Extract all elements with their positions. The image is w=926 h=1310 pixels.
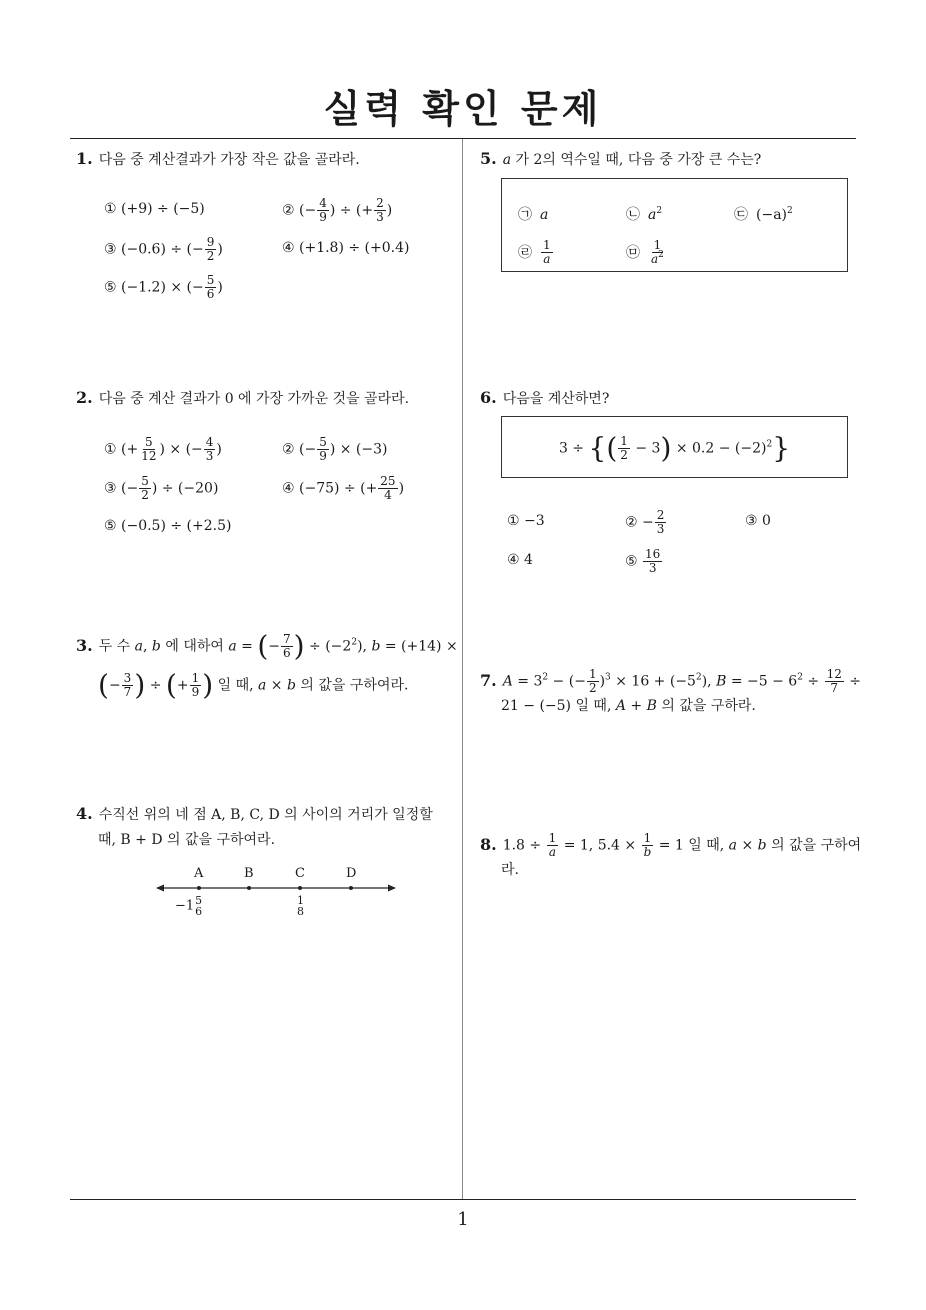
point-label-a: A	[194, 866, 204, 881]
q2-option-3[interactable]: ③ (− $\frac{5}{2}$ ) ÷ (−20)	[104, 474, 219, 502]
q1-option-5[interactable]: ⑤ (−1.2) × (− $\frac{5}{6}$ )	[104, 273, 223, 301]
point-label-c: C	[295, 866, 305, 881]
value-label-c: 1 8	[297, 894, 304, 918]
question-number: 8.	[480, 834, 497, 854]
question-4: 4. 수직선 위의 네 점 A, B, C, D 의 사이의 거리가 일정할	[76, 804, 433, 823]
question-5: 5. a 가 2의 역수일 때, 다음 중 가장 큰 수는?	[480, 149, 762, 168]
fraction: $\frac{5}{12}$	[141, 435, 157, 463]
q6-expression: 3 ÷ {( $\frac{1}{2}$ − $3) \times 0.2 - (-2)^2$}	[558, 431, 791, 465]
page-number: 1	[457, 1209, 469, 1230]
question-text: 다음 중 계산결과가 가장 작은 값을 골라라.	[98, 152, 360, 168]
fraction: $\frac{25}{4}$	[380, 474, 396, 502]
q5-option-4[interactable]: ㉣ $\frac{1}{a}$	[518, 238, 551, 266]
q2-option-2[interactable]: ② (− $\frac{5}{9}$ ) × (−3)	[282, 435, 388, 463]
q2-option-1[interactable]: ① (+ $\frac{5}{12}$ ) × (− $\frac{4}{3}$ )	[104, 435, 222, 463]
q6-option-5[interactable]: ⑤ $\frac{16}{3}$	[625, 547, 661, 575]
fraction: $\frac{2}{3}$	[376, 196, 384, 224]
q5-option-2[interactable]: ㉡ $a^2$	[626, 206, 663, 223]
question-number: 1.	[76, 149, 93, 168]
question-6	[480, 386, 609, 411]
question-8: 8. 1.8 ÷ $\frac{1}{a}$ = 1, 5.4 × $\frac{1}{b}$ = 1 일 때, a × b 의 값을 구하여	[480, 831, 862, 859]
fraction: $\frac{5}{2}$	[141, 474, 149, 502]
question-text: 다음 중 계산 결과가 0 에 가장 가까운 것을 골라라.	[98, 391, 410, 407]
question-3-line-2: (− $\frac{3}{7}$ ) ÷ (+ $\frac{1}{9}$ ) 일 때, a × b 의 값을 구하여라.	[98, 668, 409, 702]
top-rule	[70, 138, 856, 139]
question-4-line-2: 때, B + D 의 값을 구하여라.	[98, 832, 276, 848]
fraction: $\frac{7}{6}$	[283, 632, 291, 660]
question-7: 7. $A = 3^2$ − (− $\frac{1}{2}$ )$^3 \times 16 + (-5^2)$, $B = -5 - 6^2$ ÷ $\frac{12}{7}$ ÷	[480, 667, 862, 695]
column-divider	[462, 139, 463, 1199]
number-line	[150, 862, 400, 932]
q2-option-4[interactable]: ④ (−75) ÷ (+ $\frac{25}{4}$ )	[282, 474, 405, 502]
question-number: 4.	[76, 804, 93, 823]
question-text: 다음을 계산하면?	[502, 391, 610, 407]
q2-option-5[interactable]: ⑤ (−0.5) ÷ (+2.5)	[104, 518, 232, 534]
q1-option-2[interactable]: ② (− $\frac{4}{9}$ ) ÷ (+ $\frac{2}{3}$ )	[282, 196, 393, 224]
q5-option-5[interactable]: ㉤ $\frac{1}{a^2}$	[626, 238, 664, 266]
fraction: $\frac{9}{2}$	[206, 235, 215, 263]
q6-option-3[interactable]: ③ 0	[745, 513, 771, 529]
fraction: $\frac{4}{3}$	[205, 435, 214, 463]
q1-option-4[interactable]: ④ (+1.8) ÷ (+0.4)	[282, 240, 410, 256]
question-number: 3.	[76, 635, 93, 655]
question-3: 3. 두 수 a, b 에 대하여 a = (− $\frac{7}{6}$ ) ÷ $(-2^2)$, b = (+14) ×	[76, 629, 458, 663]
q1-option-1[interactable]: ① (+9) ÷ (−5)	[104, 201, 205, 217]
question-7-line-2: 21 − (−5) 일 때, A + B 의 값을 구하라.	[501, 698, 756, 714]
question-2	[76, 386, 409, 411]
q5-option-1[interactable]: ㉠ a	[518, 207, 549, 223]
page-title: 실력 확인 문제	[323, 87, 603, 131]
point-label-b: B	[244, 866, 254, 881]
question-1	[76, 147, 360, 172]
value-label-a: −1 5 6	[175, 894, 203, 918]
point-label-d: D	[346, 866, 357, 881]
fraction: $\frac{3}{7}$	[123, 671, 132, 699]
question-number: 5.	[480, 149, 497, 168]
fraction: $\frac{5}{6}$	[206, 273, 215, 301]
fraction: $\frac{5}{9}$	[319, 435, 327, 463]
q6-option-4[interactable]: ④ 4	[507, 552, 533, 568]
q5-options-box	[501, 178, 848, 272]
q6-option-2[interactable]: ② − $\frac{2}{3}$	[625, 508, 665, 536]
q1-option-3[interactable]: ③ (−0.6) ÷ (− $\frac{9}{2}$ )	[104, 235, 223, 263]
bottom-rule	[70, 1199, 856, 1200]
question-number: 6.	[480, 388, 497, 407]
question-number: 2.	[76, 388, 93, 407]
fraction: $\frac{4}{9}$	[319, 196, 327, 224]
question-8-line-2: 라.	[501, 862, 519, 878]
q6-option-1[interactable]: ① −3	[507, 513, 545, 529]
q5-option-3[interactable]: ㉢ $(-a)^2$	[734, 206, 793, 223]
q6-expression-box	[501, 416, 848, 478]
fraction: $\frac{1}{9}$	[191, 671, 200, 699]
question-number: 7.	[480, 670, 497, 690]
